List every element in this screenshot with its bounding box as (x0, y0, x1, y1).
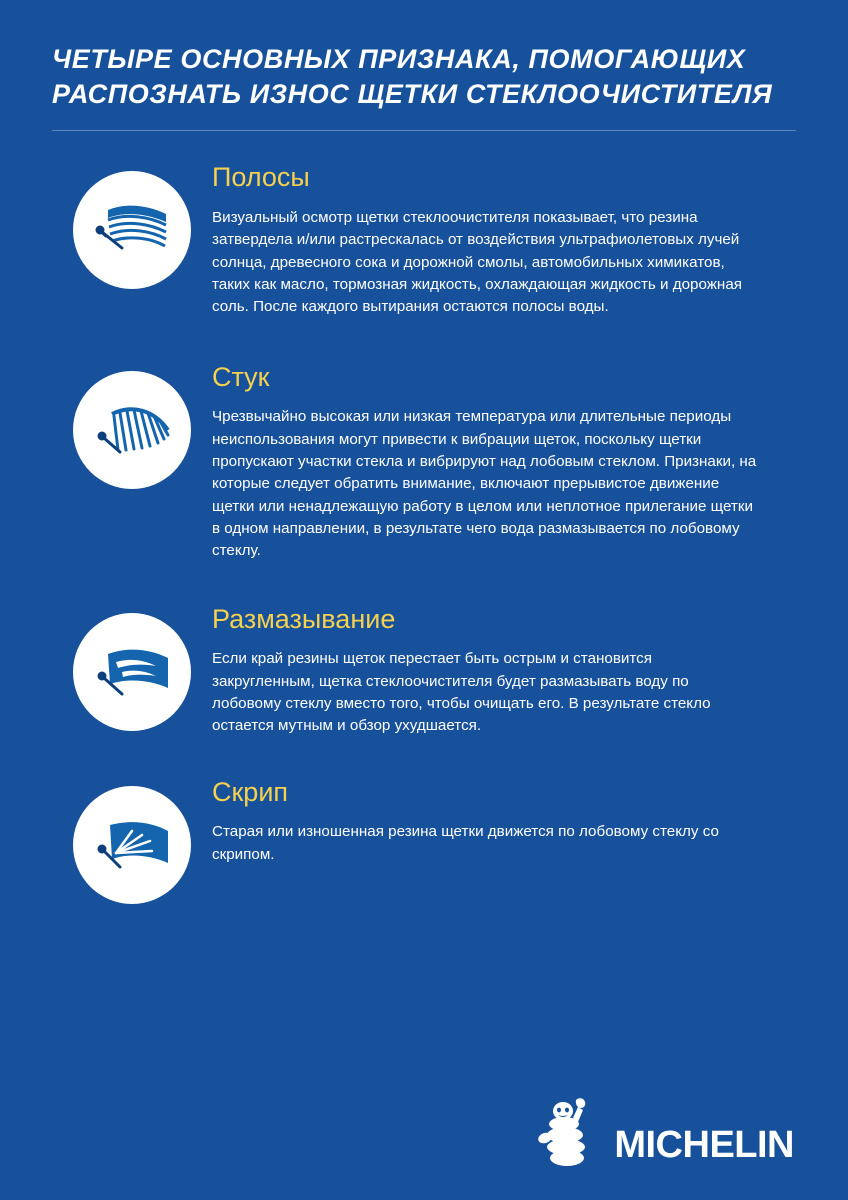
michelin-man-icon (536, 1094, 608, 1170)
wiper-smearing-icon (73, 613, 191, 731)
list-item (52, 605, 796, 738)
footer (0, 1094, 848, 1170)
wiper-chatter-icon (73, 371, 191, 489)
icon-container (52, 778, 212, 904)
wiper-squeak-icon (73, 786, 191, 904)
text-container (212, 363, 796, 563)
section-body: Старая или изношенная резина щетки движется по лобовому стеклу со скрипом. (212, 823, 719, 863)
michelin-logo (536, 1094, 794, 1170)
list-item (52, 163, 796, 318)
text-container (212, 605, 796, 738)
text-container (212, 163, 796, 318)
icon-container (52, 163, 212, 289)
list-item (52, 363, 796, 563)
icon-container (52, 605, 212, 731)
section-title: Стук (212, 361, 270, 392)
wiper-streaks-icon (73, 171, 191, 289)
list-item (52, 778, 796, 904)
section-body: Чрезвычайно высокая или низкая температура или длительные периоды неиспользования могут привести к вибрации щеток, поскольку щетки пропускают участки стекла и вибрируют над лобовым стеклом. Признаки, на которые следует обратить внимание, включают прерывистое движение щетки или ненадлежащую работу в целом или неплотное прилегание щетки в одном направлении, в результате чего вода размазывается по лобовому стеклу. (212, 408, 757, 560)
section-title: Размазывание (212, 603, 396, 634)
text-container (212, 778, 796, 866)
icon-container (52, 363, 212, 489)
section-title: Полосы (212, 162, 310, 193)
section-title: Скрип (212, 776, 289, 807)
header (0, 0, 848, 131)
sections-list (0, 131, 848, 904)
brand-wordmark: MICHELIN (614, 1124, 794, 1166)
page-title: ЧЕТЫРЕ ОСНОВНЫХ ПРИЗНАКА, ПОМОГАЮЩИХ РАСПОЗНАТЬ ИЗНОС ЩЕТКИ СТЕКЛООЧИСТИТЕЛЯ (52, 44, 773, 110)
section-body: Если край резины щеток перестает быть острым и становится закругленным, щетка стеклоочистителя будет размазывать воду по лобовому стеклу вместо того, чтобы очищать его. В результате стекло остается мутным и обзор ухудшается. (212, 650, 711, 735)
section-body: Визуальный осмотр щетки стеклоочистителя показывает, что резина затвердела и/или растрескалась от воздействия ультрафиолетовых лучей солнца, древесного сока и дорожной смолы, автомобильных химикатов, таких как масло, тормозная жидкость, охлаждающая жидкость и дорожная соль. После каждого вытирания остаются полосы воды. (212, 208, 742, 316)
